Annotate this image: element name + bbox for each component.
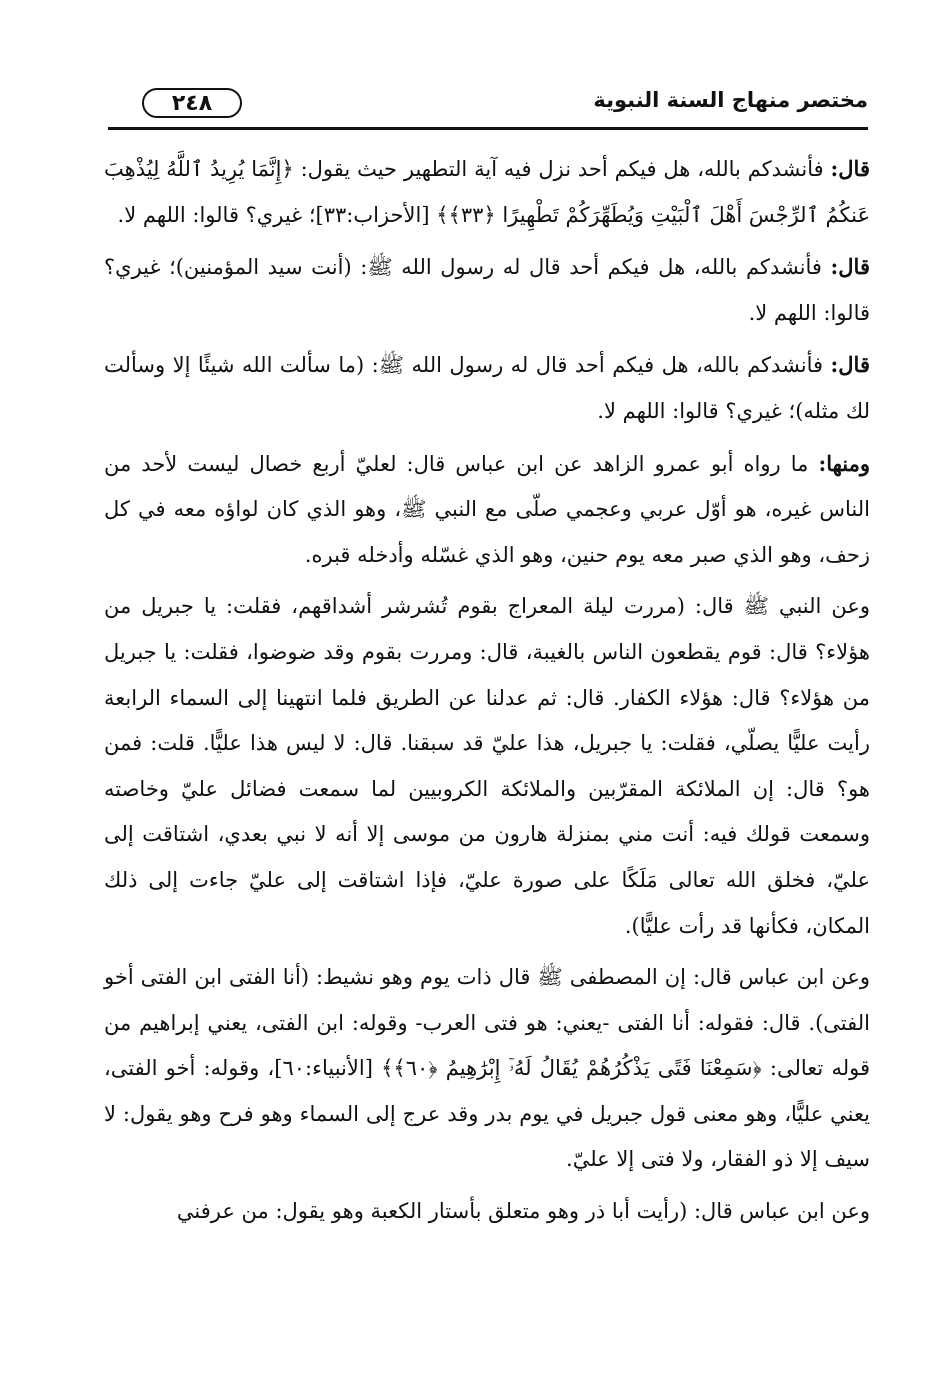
paragraph-text: فأنشدكم بالله، هل فيكم أحد نزل فيه آية التطهير حيث يقول: (293, 157, 831, 181)
paragraph (104, 584, 870, 949)
paragraph (104, 441, 870, 579)
book-title: مختصر منهاج السنة النبوية (593, 88, 868, 112)
paragraph-lead: ومنها: (818, 450, 870, 476)
header-divider (108, 127, 868, 130)
paragraph-text: فأنشدكم بالله، هل فيكم أحد قال له رسول الله ﷺ: (أنت سيد المؤمنين)؛ غيري؟ قالوا: اللهم لا. (104, 255, 870, 325)
paragraph-lead: قال: (830, 254, 870, 280)
quran-verse: ﴿إِنَّمَا يُرِيدُ ٱللَّهُ لِيُذْهِبَ عَنكُمُ ٱلرِّجْسَ أَهْلَ ٱلْبَيْتِ وَيُطَهِّرَكُمْ تَطْهِيرًا ﴿٣٣﴾﴾ (104, 157, 870, 227)
paragraph-text: فأنشدكم بالله، هل فيكم أحد قال له رسول الله ﷺ: (ما سألت الله شيئًا إلا وسألت لك مثله)؛ غيري؟ قالوا: اللهم لا. (104, 353, 870, 423)
paragraph-text: وعن ابن عباس قال: إن المصطفى ﷺ قال ذات يوم وهو نشيط: (أنا الفتى ابن الفتى أخو الفتى). قال: فقوله: أنا الفتى -يعني: هو فتى العرب- وقوله: ابن الفتى، يعني إبراهيم من قوله تعالى: (104, 965, 871, 1081)
quran-verse: ﴿سَمِعْنَا فَتًى يَذْكُرُهُمْ يُقَالُ لَهُۥٓ إِبْرَٰهِيمُ ﴿٦٠﴾﴾ (381, 1056, 762, 1081)
paragraph (104, 244, 870, 336)
paragraph (104, 342, 870, 434)
paragraph (104, 1189, 870, 1235)
paragraph-text: وعن النبي ﷺ قال: (مررت ليلة المعراج بقوم تُشرشر أشداقهم، فقلت: يا جبريل من هؤلاء؟ قال: قوم يقطعون الناس بالغيبة، قال: ومررت بقوم وقد ضوضوا، فقلت: يا جبريل من هؤلاء؟ قال: هؤلاء الكفار. قال: ثم عدلنا عن الطريق فلما انتهينا إلى السماء الرابعة رأيت عليًّا يصلّي، فقلت: يا جبريل، هذا عليّ قد سبقنا. قال: لا ليس هذا عليًّا. قلت: فمن هو؟ قال: إن الملائكة المقرّبين والملائكة الكروبيين لما سمعت فضائل عليّ وخاصته وسمعت قولك فيه: أنت مني بمنزلة هارون من موسى إلا أنه لا نبي بعدي، اشتاقت إلى عليّ، فخلق الله تعالى مَلَكًا على صورة عليّ، فإذا اشتاقت إلى عليّ جاءت إلى ذلك المكان، فكأنها قد رأت عليًّا). (104, 594, 870, 938)
paragraph-lead: قال: (830, 352, 870, 378)
paragraph (104, 146, 870, 238)
paragraph-text: [الأنبياء:٦٠]، وقوله: أخو الفتى، يعني عليًّا، وهو معنى قول جبريل في يوم بدر وقد عرج إلى السماء وهو فرح وهو يقول: لا سيف إلا ذو الفقار، ولا فتى إلا عليّ. (104, 1056, 870, 1172)
page-header (108, 86, 868, 130)
paragraph-lead: قال: (830, 156, 870, 181)
paragraph-text: ما رواه أبو عمرو الزاهد عن ابن عباس قال: لعليّ أربع خصال ليست لأحد من الناس غيره، هو أوّل عربي وعجمي صلّى مع النبي ﷺ، وهو الذي كان لواؤه معه في كل زحف، وهو الذي صبر معه يوم حنين، وهو الذي غسّله وأدخله قبره. (104, 451, 870, 567)
page-number: ٢٤٨ (142, 88, 242, 118)
page-body (104, 146, 870, 1241)
paragraph (104, 955, 870, 1183)
paragraph-text: [الأحزاب:٣٣]؛ غيري؟ قالوا: اللهم لا. (117, 202, 437, 227)
paragraph-text: وعن ابن عباس قال: (رأيت أبا ذر وهو متعلق بأستار الكعبة وهو يقول: من عرفني (176, 1199, 870, 1224)
